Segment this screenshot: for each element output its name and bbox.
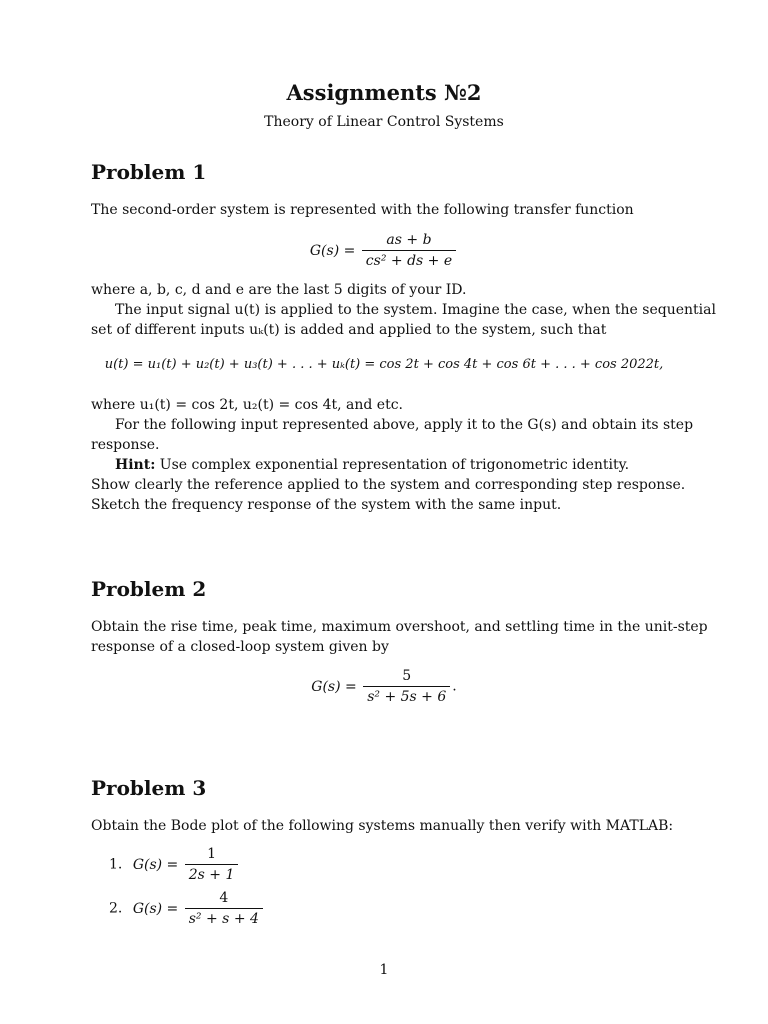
item-2-numerator: 4 bbox=[185, 890, 263, 909]
list-marker: 1. bbox=[109, 856, 123, 873]
list-item bbox=[109, 846, 240, 883]
problem-3-heading: Problem 3 bbox=[91, 776, 207, 800]
list-marker: 2. bbox=[109, 900, 123, 917]
problem-1-hint bbox=[91, 455, 701, 475]
document-title: Assignments №2 bbox=[286, 80, 482, 105]
problem-1-where-id: where a, b, c, d and e are the last 5 digits of your ID. bbox=[91, 282, 467, 298]
eq2-tail: . bbox=[452, 678, 457, 695]
problem-2-heading: Problem 2 bbox=[91, 577, 207, 601]
item-2-fraction bbox=[185, 890, 263, 927]
item-1-fraction bbox=[185, 846, 239, 883]
list-item bbox=[109, 890, 265, 927]
problem-2-transfer-function bbox=[91, 668, 677, 705]
eq2-numerator: 5 bbox=[363, 668, 450, 687]
problem-1-task-line2: response. bbox=[91, 437, 160, 453]
problem-2-text-line2: response of a closed-loop system given by bbox=[91, 639, 389, 655]
problem-1-sketch: Sketch the frequency response of the system with the same input. bbox=[91, 497, 562, 513]
document-subtitle: Theory of Linear Control Systems bbox=[264, 114, 504, 130]
problem-3-intro: Obtain the Bode plot of the following systems manually then verify with MATLAB: bbox=[91, 818, 674, 834]
item-2-lhs: G(s) = bbox=[132, 900, 179, 917]
hint-text: Use complex exponential representation of trigonometric identity. bbox=[155, 457, 630, 473]
problem-1-intro: The second-order system is represented with the following transfer function bbox=[91, 202, 634, 218]
problem-1-transfer-function bbox=[91, 232, 677, 269]
item-2-denominator: s² + s + 4 bbox=[188, 911, 259, 927]
hint-label: Hint: bbox=[115, 457, 156, 473]
problem-1-task-line1: For the following input represented above, apply it to the G(s) and obtain its step bbox=[115, 417, 694, 433]
page-number: 1 bbox=[379, 962, 389, 978]
problem-1-where-inputs: where u₁(t) = cos 2t, u₂(t) = cos 4t, and etc. bbox=[91, 397, 403, 413]
item-1-lhs: G(s) = bbox=[132, 856, 179, 873]
eq2-lhs: G(s) = bbox=[311, 678, 357, 695]
item-1-numerator: 1 bbox=[185, 846, 239, 865]
problem-1-show-clearly: Show clearly the reference applied to the system and corresponding step response. bbox=[91, 477, 686, 493]
eq1-fraction bbox=[362, 232, 456, 269]
eq1-denominator: cs² + ds + e bbox=[365, 253, 453, 269]
eq2-fraction bbox=[363, 668, 450, 705]
problem-2-text-line1: Obtain the rise time, peak time, maximum overshoot, and settling time in the unit-step bbox=[91, 619, 708, 635]
problem-1-input-signal-line1: The input signal u(t) is applied to the system. Imagine the case, when the sequential bbox=[115, 302, 716, 318]
problem-1-heading: Problem 1 bbox=[91, 160, 207, 184]
eq1-numerator: as + b bbox=[362, 232, 456, 251]
item-1-denominator: 2s + 1 bbox=[188, 867, 235, 883]
eq1-lhs: G(s) = bbox=[309, 242, 356, 259]
eq2-denominator: s² + 5s + 6 bbox=[367, 689, 447, 705]
problem-1-input-sum-equation: u(t) = u₁(t) + u₂(t) + u₃(t) + . . . + uₖ(t) = cos 2t + cos 4t + cos 6t + . . . + cos 2022t, bbox=[104, 357, 664, 372]
document-page bbox=[91, 0, 716, 1024]
problem-1-input-signal-line2: set of different inputs uₖ(t) is added and applied to the system, such that bbox=[91, 322, 607, 338]
